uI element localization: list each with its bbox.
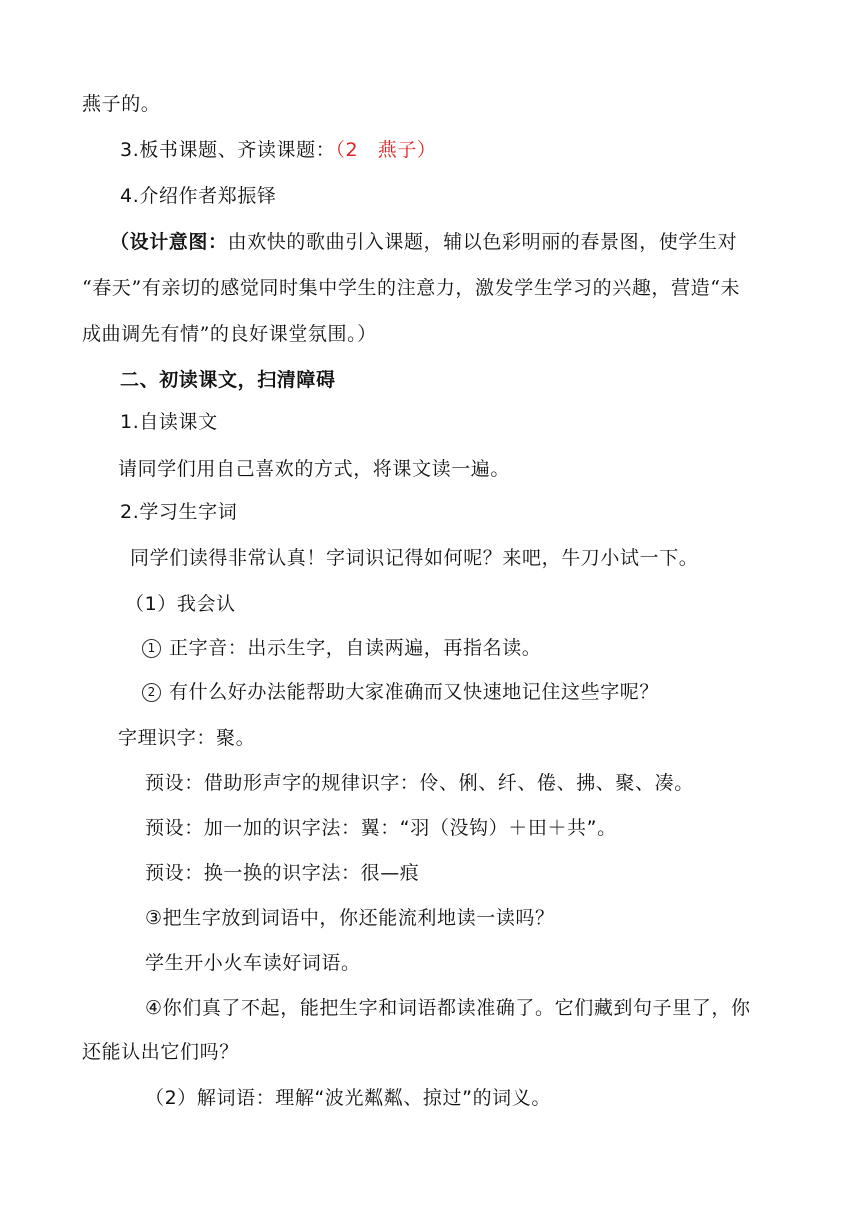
design-intent-line-2: “春天”有亲切的感觉同时集中学生的注意力，激发学生学习的兴趣，营造“未 (82, 277, 741, 299)
text-line: 预设：借助形声字的规律识字：伶、俐、纤、倦、拂、聚、凑。 (145, 772, 694, 794)
text-line: 字理识字：聚。 (118, 727, 256, 749)
text-line: 请同学们用自己喜欢的方式，将课文读一遍。 (118, 458, 511, 480)
design-intent-line-3: 成曲调先有情”的良好课堂氛围。） (82, 323, 377, 345)
text-line: 学生开小火车读好词语。 (145, 952, 361, 974)
list-item (142, 680, 659, 704)
text-line: 2.学习生字词 (120, 501, 238, 523)
subheading: （2）解词语：理解“波光粼粼、掠过”的词义。 (145, 1087, 551, 1109)
list-item (142, 636, 541, 660)
lesson-title-red: （2 燕子） (335, 139, 437, 161)
text-line-lesson-title (120, 138, 437, 162)
text-line: ③把生字放到词语中，你还能流利地读一读吗？ (145, 907, 555, 929)
text-line: 还能认出它们吗？ (82, 1041, 239, 1063)
list-item-text: 有什么好办法能帮助大家准确而又快速地记住这些字呢？ (169, 681, 660, 703)
circled-number-icon: 1 (142, 639, 161, 658)
text-line: 预设：加一加的识字法：翼：“羽（没钩）＋田＋共”。 (145, 817, 617, 839)
text-line: 预设：换一换的识字法：很—痕 (145, 862, 420, 884)
instruction-text: 3.板书课题、齐读课题： (120, 139, 336, 161)
list-item-text: 正字音：出示生字，自读两遍，再指名读。 (169, 637, 542, 659)
subheading: （1）我会认 (125, 593, 236, 615)
design-intent-text: 由欢快的歌曲引入课题，辅以色彩明丽的春景图，使学生对 (227, 231, 738, 253)
text-line: ④你们真了不起，能把生字和词语都读准确了。它们藏到句子里了，你 (145, 997, 751, 1019)
text-line: 1.自读课文 (120, 411, 218, 433)
text-line: 燕子的。 (82, 93, 161, 115)
design-intent-label: （设计意图： (110, 231, 228, 253)
design-intent-line-1 (110, 230, 737, 254)
text-line: 同学们读得非常认真！字词识记得如何呢？来吧，牛刀小试一下。 (130, 547, 699, 569)
section-heading: 二、初读课文，扫清障碍 (120, 369, 336, 391)
text-line: 4.介绍作者郑振铎 (120, 185, 277, 207)
circled-number-icon: 2 (142, 683, 161, 702)
